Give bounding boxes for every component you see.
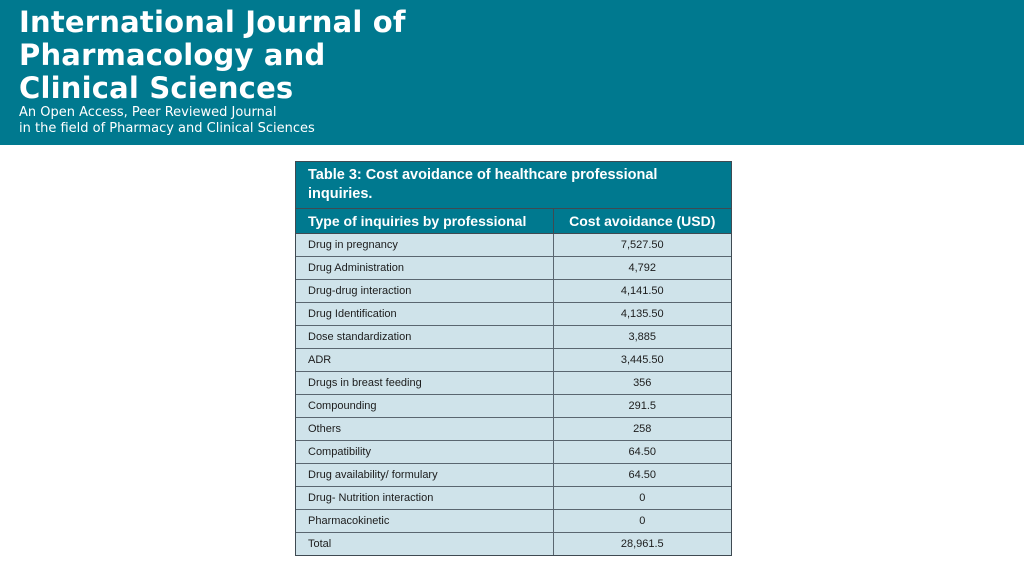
- inquiry-type-cell: Drug Administration: [296, 257, 553, 280]
- inquiry-type-cell: Drugs in breast feeding: [296, 372, 553, 395]
- cost-avoidance-table: [295, 161, 732, 556]
- inquiry-type-cell: Compounding: [296, 395, 553, 418]
- inquiry-type-cell: Dose standardization: [296, 326, 553, 349]
- cost-avoidance-cell: 0: [553, 510, 731, 533]
- inquiry-type-cell: Drug-drug interaction: [296, 280, 553, 303]
- journal-title-line: Clinical Sciences: [19, 71, 294, 105]
- inquiry-type-cell: Total: [296, 533, 553, 556]
- journal-banner: [0, 0, 1024, 145]
- table-row: [296, 533, 731, 556]
- cost-avoidance-cell: 356: [553, 372, 731, 395]
- inquiry-type-cell: Drug in pregnancy: [296, 234, 553, 257]
- inquiry-type-cell: ADR: [296, 349, 553, 372]
- cost-avoidance-cell: 0: [553, 487, 731, 510]
- table-row: [296, 464, 731, 487]
- cost-avoidance-cell: 4,141.50: [553, 280, 731, 303]
- cost-avoidance-cell: 64.50: [553, 441, 731, 464]
- journal-title-line: Pharmacology and: [19, 38, 326, 72]
- journal-subtitle-line: An Open Access, Peer Reviewed Journal: [19, 105, 277, 120]
- data-table: [296, 209, 731, 555]
- table-header-row: [296, 209, 731, 234]
- cost-avoidance-cell: 4,135.50: [553, 303, 731, 326]
- journal-subtitle: [19, 105, 315, 137]
- table-row: [296, 303, 731, 326]
- table-row: [296, 280, 731, 303]
- column-header-inquiry-type: Type of inquiries by professional: [296, 209, 553, 234]
- inquiry-type-cell: Compatibility: [296, 441, 553, 464]
- table-row: [296, 372, 731, 395]
- cost-avoidance-cell: 7,527.50: [553, 234, 731, 257]
- inquiry-type-cell: Drug- Nutrition interaction: [296, 487, 553, 510]
- cost-avoidance-cell: 258: [553, 418, 731, 441]
- table-row: [296, 349, 731, 372]
- journal-title-line: International Journal of: [19, 5, 406, 39]
- cost-avoidance-cell: 3,885: [553, 326, 731, 349]
- cost-avoidance-cell: 291.5: [553, 395, 731, 418]
- table-row: [296, 234, 731, 257]
- cost-avoidance-cell: 64.50: [553, 464, 731, 487]
- table-row: [296, 418, 731, 441]
- journal-subtitle-line: in the field of Pharmacy and Clinical Sciences: [19, 121, 315, 136]
- inquiry-type-cell: Drug availability/ formulary: [296, 464, 553, 487]
- inquiry-type-cell: Drug Identification: [296, 303, 553, 326]
- cost-avoidance-cell: 28,961.5: [553, 533, 731, 556]
- column-header-cost-avoidance: Cost avoidance (USD): [553, 209, 731, 234]
- table-row: [296, 487, 731, 510]
- table-row: [296, 395, 731, 418]
- table-body: [296, 234, 731, 556]
- journal-title: [19, 6, 406, 105]
- table-row: [296, 257, 731, 280]
- table-row: [296, 441, 731, 464]
- table-caption: Table 3: Cost avoidance of healthcare professional inquiries.: [296, 162, 731, 209]
- table-row: [296, 326, 731, 349]
- inquiry-type-cell: Pharmacokinetic: [296, 510, 553, 533]
- cost-avoidance-cell: 3,445.50: [553, 349, 731, 372]
- table-row: [296, 510, 731, 533]
- cost-avoidance-cell: 4,792: [553, 257, 731, 280]
- inquiry-type-cell: Others: [296, 418, 553, 441]
